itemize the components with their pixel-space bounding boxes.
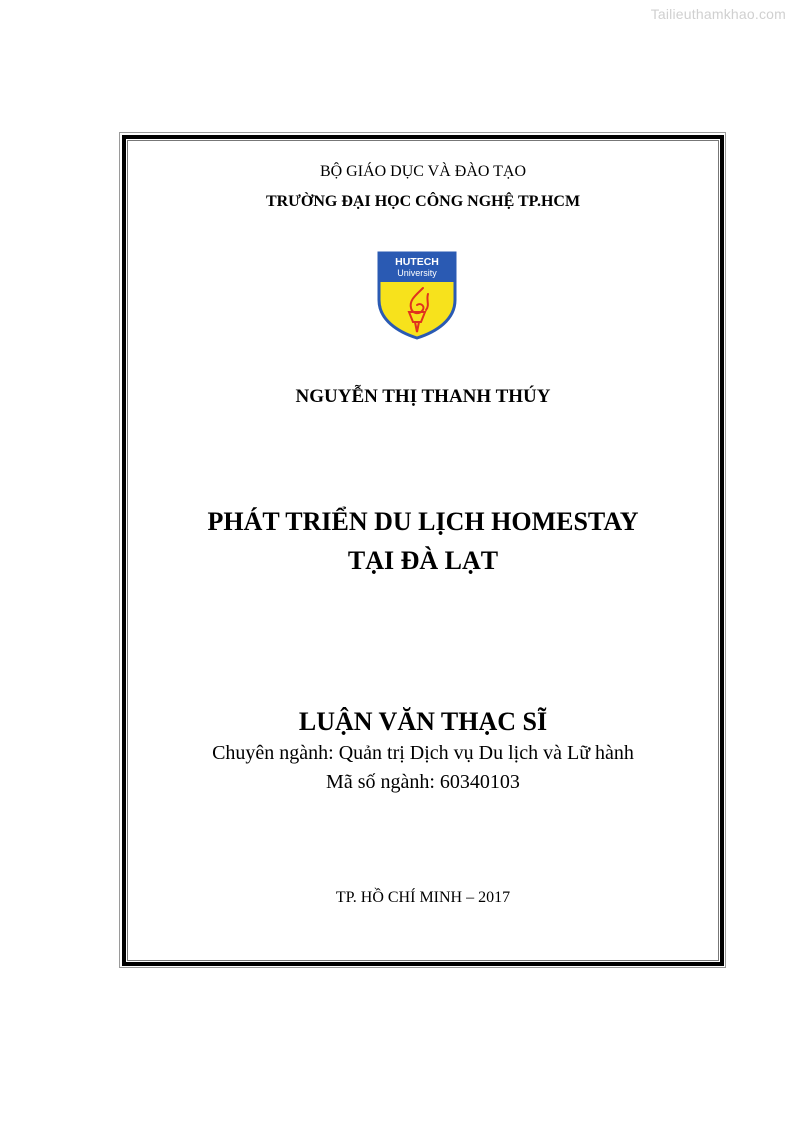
logo-text-university: University — [397, 268, 437, 278]
major-code-text: Mã số ngành: 60340103 — [326, 771, 520, 793]
university-heading: TRƯỜNG ĐẠI HỌC CÔNG NGHỆ TP.HCM — [265, 193, 581, 210]
degree-heading: LUẬN VĂN THẠC SĨ — [298, 707, 548, 736]
logo-text-hutech: HUTECH — [395, 256, 439, 268]
watermark: Tailieuthamkhao.com — [650, 6, 786, 22]
hutech-logo — [376, 250, 458, 340]
place-year-text: TP. HỒ CHÍ MINH – 2017 — [335, 889, 511, 906]
author-name: NGUYỄN THỊ THANH THÚY — [295, 386, 551, 407]
ministry-heading: BỘ GIÁO DỤC VÀ ĐÀO TẠO — [319, 163, 527, 180]
thesis-title-line-1: PHÁT TRIỂN DU LỊCH HOMESTAY — [207, 507, 639, 536]
thesis-title-line-2: TẠI ĐÀ LẠT — [347, 546, 499, 575]
major-text: Chuyên ngành: Quản trị Dịch vụ Du lịch và Lữ hành — [212, 742, 634, 764]
